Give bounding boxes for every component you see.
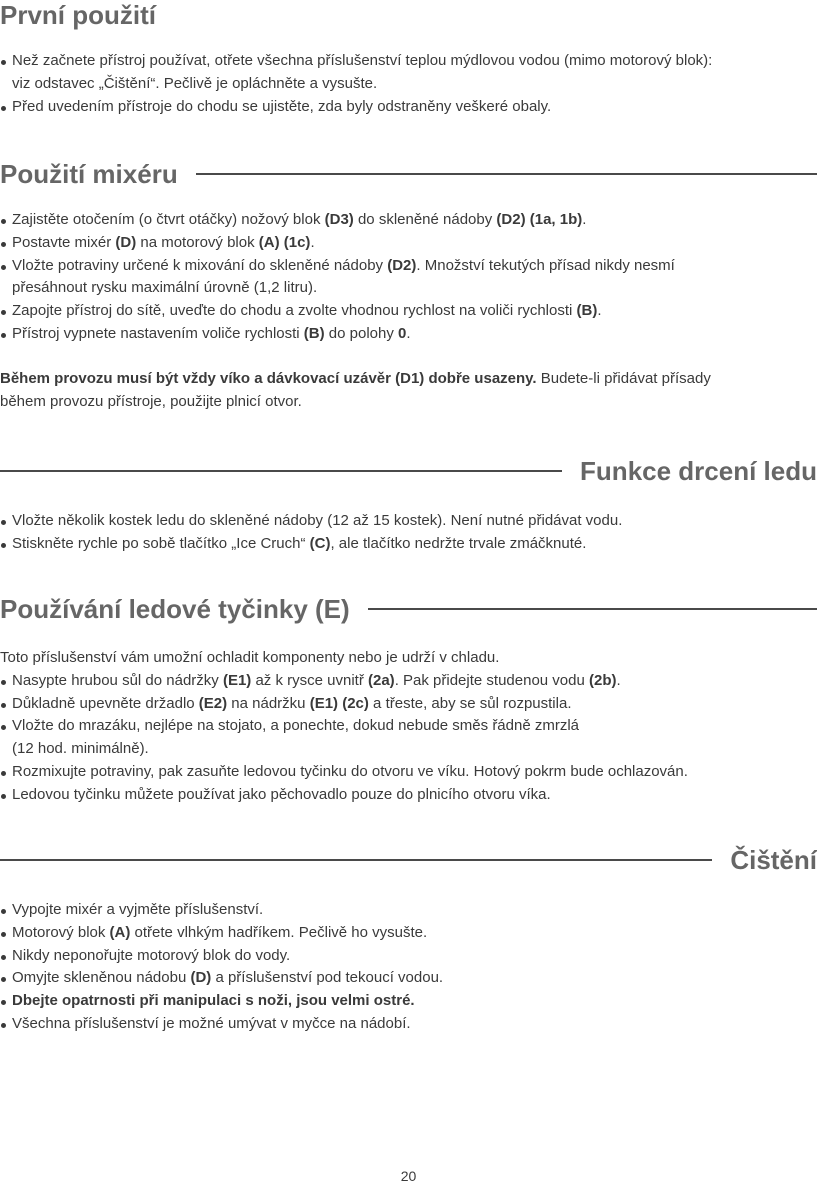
list-item: Než začnete přístroj používat, otřete všechna příslušenství teplou mýdlovou vodou (mimo motorový blok): viz odstavec „Čištění“. Pečlivě je opláchněte a vysušte. xyxy=(0,50,802,96)
divider xyxy=(196,173,817,175)
list-item: Vypojte mixér a vyjměte příslušenství. xyxy=(0,899,802,922)
section-heading xyxy=(0,456,817,486)
section-mixer-use xyxy=(0,159,817,413)
list-item: Stiskněte rychle po sobě tlačítko „Ice Cruch“ (C), ale tlačítko nedržte trvale zmáčknuté. xyxy=(0,533,802,556)
list-item: Nikdy neponořujte motorový blok do vody. xyxy=(0,945,802,968)
divider xyxy=(0,859,712,861)
page-number: 20 xyxy=(400,1168,417,1184)
section-heading xyxy=(0,159,817,189)
section-ice-stick xyxy=(0,594,817,807)
section-cleaning xyxy=(0,845,817,1036)
section-first-use xyxy=(0,0,817,118)
list-item: Důkladně upevněte držadlo (E2) na nádržku (E1) (2c) a třeste, aby se sůl rozpustila. xyxy=(0,693,802,716)
ice-stick-list xyxy=(0,670,817,807)
list-item: Zapojte přístroj do sítě, uveďte do chodu a zvolte vhodnou rychlost na voliči rychlosti (B). xyxy=(0,300,802,323)
section-heading xyxy=(0,594,817,624)
section-ice-crush xyxy=(0,456,817,556)
list-item: Vložte potraviny určené k mixování do skleněné nádoby (D2). Množství tekutých přísad nikdy nesmí přesáhnout rysku maximální úrovně (1,2 litru). xyxy=(0,255,802,301)
mixer-use-list xyxy=(0,209,817,346)
list-item: Ledovou tyčinku můžete používat jako pěchovadlo pouze do plnicího otvoru víka. xyxy=(0,784,802,807)
list-item: Nasypte hrubou sůl do nádržky (E1) až k rysce uvnitř (2a). Pak přidejte studenou vodu (2b). xyxy=(0,670,802,693)
ice-crush-list xyxy=(0,510,817,556)
operation-note: Během provozu musí být vždy víko a dávkovací uzávěr (D1) dobře usazeny. Budete-li přidávat přísady během provozu přístroje, použijte plnicí otvor. xyxy=(0,369,711,410)
list-item: Rozmixujte potraviny, pak zasuňte ledovou tyčinku do otvoru ve víku. Hotový pokrm bude ochlazován. xyxy=(0,761,802,784)
divider xyxy=(0,470,562,472)
section-title: Čištění xyxy=(730,845,817,875)
list-item: Před uvedením přístroje do chodu se ujistěte, zda byly odstraněny veškeré obaly. xyxy=(0,96,802,119)
list-item: Motorový blok (A) otřete vlhkým hadříkem. Pečlivě ho vysušte. xyxy=(0,922,802,945)
list-item: Postavte mixér (D) na motorový blok (A) (1c). xyxy=(0,232,802,255)
list-item: Vložte několik kostek ledu do skleněné nádoby (12 až 15 kostek). Není nutné přidávat vodu. xyxy=(0,510,802,533)
divider xyxy=(368,608,817,610)
list-item: Zajistěte otočením (o čtvrt otáčky) nožový blok (D3) do skleněné nádoby (D2) (1a, 1b). xyxy=(0,209,802,232)
section-title: Funkce drcení ledu xyxy=(580,456,817,486)
first-use-list xyxy=(0,50,817,118)
list-item: Vložte do mrazáku, nejlépe na stojato, a ponechte, dokud nebude směs řádně zmrzlá (12 hod. minimálně). xyxy=(0,715,802,761)
ice-stick-intro: Toto příslušenství vám umožní ochladit komponenty nebo je udrží v chladu. xyxy=(0,649,500,666)
page-title: První použití xyxy=(0,0,156,30)
section-heading xyxy=(0,845,817,875)
section-title: Používání ledové tyčinky (E) xyxy=(0,594,350,624)
list-item: Omyjte skleněnou nádobu (D) a příslušenství pod tekoucí vodou. xyxy=(0,967,802,990)
list-item: Přístroj vypnete nastavením voliče rychlosti (B) do polohy 0. xyxy=(0,323,802,346)
section-title: Použití mixéru xyxy=(0,159,178,189)
cleaning-list xyxy=(0,899,817,1036)
list-item: Dbejte opatrnosti při manipulaci s noži, jsou velmi ostré. xyxy=(0,990,802,1013)
list-item: Všechna příslušenství je možné umývat v myčce na nádobí. xyxy=(0,1013,802,1036)
